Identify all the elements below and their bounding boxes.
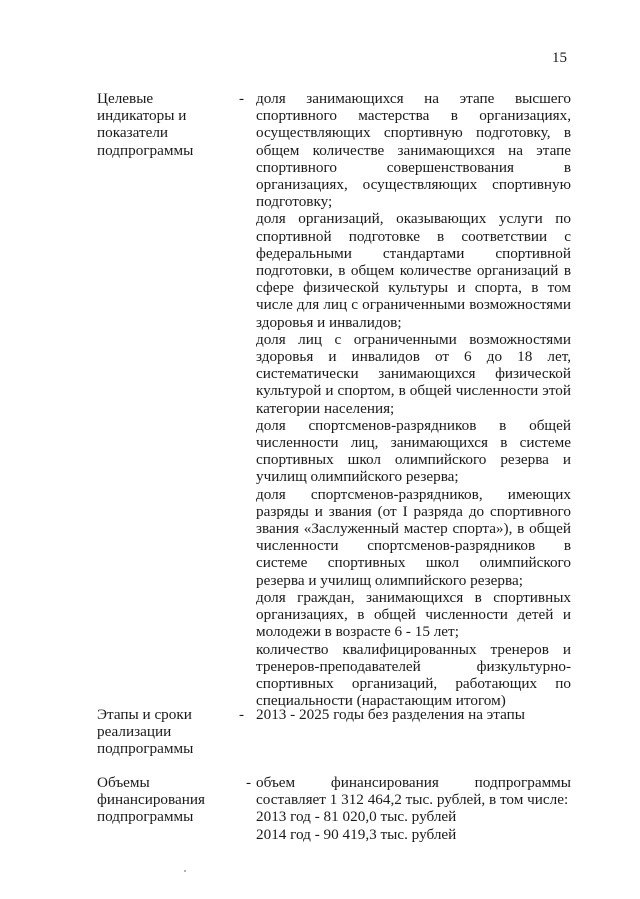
indicator-item: доля организаций, оказывающих услуги по спортивной подготовке в соответствии с федеральными стандартами спортивной подготовки, в общем количестве организаций в сфере физической культуры и спорта, в том числе для лиц с ограниченными возможностями здоровья и инвалидов; bbox=[256, 210, 571, 331]
financing-item: объем финансирования подпрограммы составляет 1 312 464,2 тыс. рублей, в том числе: bbox=[256, 774, 571, 809]
label-stages-terms: Этапы и сроки реализации подпрограммы bbox=[97, 706, 194, 758]
dash-stages-terms: - bbox=[239, 706, 245, 723]
indicator-item: доля граждан, занимающихся в спортивных организациях, в общей численности детей и молодежи в возрасте 6 - 15 лет; bbox=[256, 588, 571, 641]
target-indicators-list bbox=[256, 90, 571, 709]
scan-speck bbox=[184, 870, 186, 872]
dash-target-indicators: - bbox=[239, 90, 245, 107]
indicator-item: доля занимающихся на этапе высшего спортивного мастерства в организациях, осуществляющих спортивную подготовку, в общем количестве занимающихся на этапе спортивного совершенствования в организациях, осуществляющих спортивную подготовку; bbox=[256, 90, 571, 211]
indicator-item: доля лиц с ограниченными возможностями здоровья и инвалидов от 6 до 18 лет, систематически занимающихся физической культурой и спортом, в общей численности этой категории населения; bbox=[256, 330, 571, 417]
financing-item: 2014 год - 90 419,3 тыс. рублей bbox=[256, 825, 457, 843]
financing-text bbox=[256, 774, 571, 843]
indicator-item: доля спортсменов-разрядников, имеющих разряды и звания (от I разряда до спортивного звания «Заслуженный мастер спорта»), в общей численности спортсменов-разрядников в системе спортивных школ олимпийского резерва и училищ олимпийского резерва; bbox=[256, 485, 571, 589]
label-financing: Объемы финансирования подпрограммы bbox=[97, 774, 205, 826]
dash-financing: - bbox=[246, 774, 252, 791]
label-target-indicators: Целевые индикаторы и показатели подпрограммы bbox=[97, 90, 194, 159]
stages-item: 2013 - 2025 годы без разделения на этапы bbox=[256, 706, 525, 723]
financing-item: 2013 год - 81 020,0 тыс. рублей bbox=[256, 808, 457, 826]
stages-terms-text bbox=[256, 706, 571, 723]
indicator-item: доля спортсменов-разрядников в общей численности лиц, занимающихся в системе спортивных школ олимпийского резерва и училищ олимпийского резерва; bbox=[256, 416, 571, 486]
page-number: 15 bbox=[552, 50, 567, 66]
indicator-item: количество квалифицированных тренеров и тренеров-преподавателей физкультурно-спортивных организаций, работающих по специальности (нарастающим итогом) bbox=[256, 640, 571, 710]
